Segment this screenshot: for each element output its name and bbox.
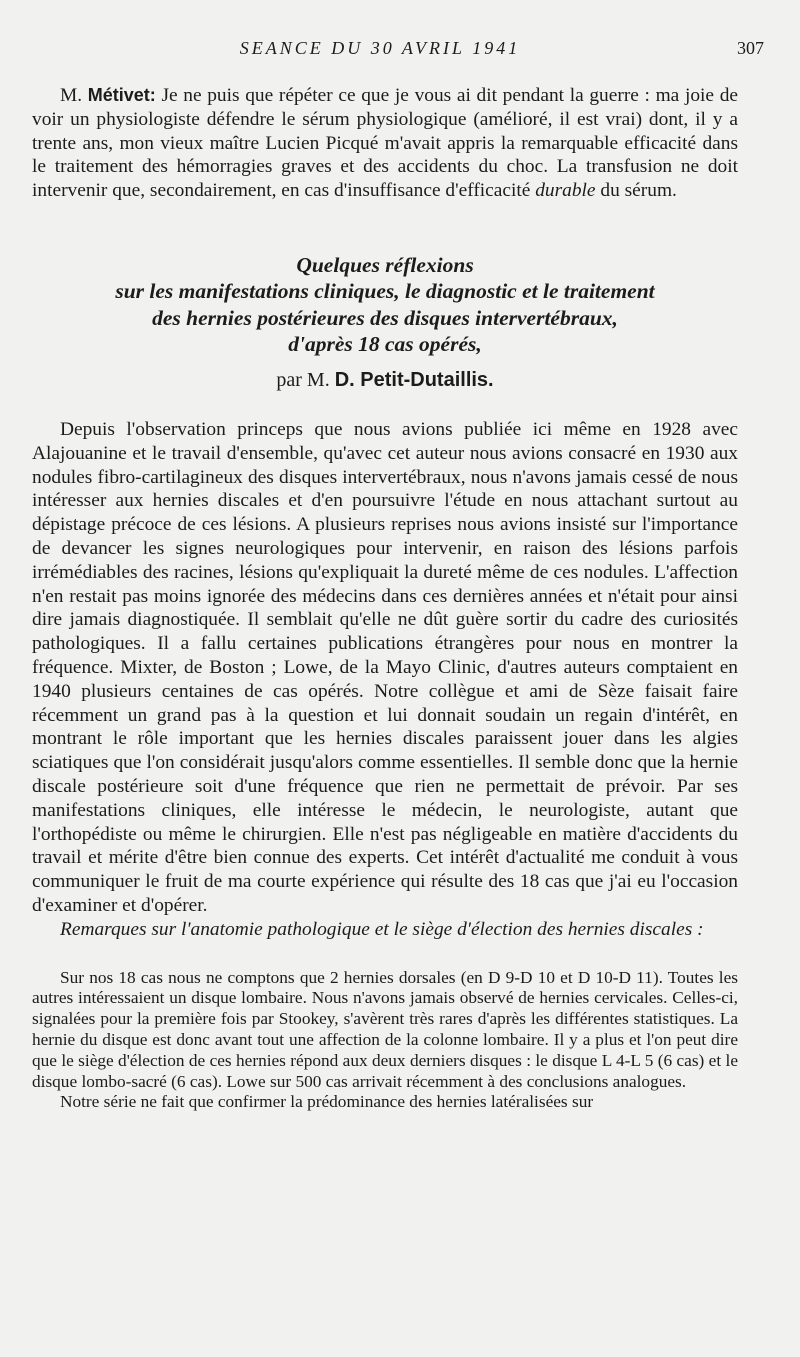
running-title: SEANCE DU 30 AVRIL 1941 (239, 38, 521, 58)
speaker-name: Métivet: (87, 85, 156, 105)
comment-text: Je ne puis que répéter ce que je vous ai dit pendant la guerre : ma joie de voir un physiologiste défendre le sérum physiologique (amélioré, il est vrai) dont, il y a trente ans, mon vieux maître Lucien Picqué m'avait appris la remarquable efficacité dans le traitement des hémorragies graves et des accidents du choc. La transfusion ne doit intervenir que, secondairement, en cas d'insuffisance d'efficacité (32, 85, 738, 202)
article-title-line: sur les manifestations cliniques, le diagnostic et le traitement (115, 279, 655, 304)
article-title-line: Quelques réflexions (296, 252, 474, 277)
page-number: 307 (737, 38, 764, 58)
intro-paragraph: Depuis l'observation princeps que nous avions publiée ici même en 1928 avec Alajouanine et le travail d'ensemble, qu'avec cet auteur nous avions consacré en 1930 aux nodules fibro-cartilagineux des disques intervertébraux, nous n'avons jamais cessé de nous intéresser aux hernies discales et d'en poursuivre l'étude en nous attachant surtout au dépistage précoce de ces lésions. A plusieurs reprises nous avions insisté sur l'importance de devancer les signes neurologiques pour intervenir, en raison des lésions parfois irrémédiables des racines, lésions qu'expliquait la dureté même de ces nodules. L'affection n'en restait pas moins ignorée des médecins dans ces dernières années et n'était pour ainsi dire jamais diagnostiquée. Il semblait qu'elle ne dût guère sortir du cadre des curiosités pathologiques. Il a fallu certaines publications étrangères pour nous en montrer la fréquence. Mixter, de Boston ; Lowe, de la Mayo Clinic, d'autres auteurs comptaient en 1940 plusieurs centaines de cas opérés. Notre collègue et ami de Sèze faisait faire récemment un grand pas à la question et lui donnait soudain un regain d'intérêt, en montrant le rôle important que les hernies discales paraissent jouer dans les algies sciatiques que l'on considérait jusqu'alors comme essentielles. Il semble donc que la hernie discale postérieure soit d'une fréquence que rien ne permettait de prévoir. Par ses manifestations cliniques, elle intéresse le médecin, le neurologiste, autant que l'orthopédiste ou même le chirurgien. Elle n'est pas négligeable en matière d'accidents du travail et mérite d'être bien connue des experts. Cet intérêt d'actualité me conduit à vous communiquer le fruit de ma courte expérience qui résulte des 18 cas que j'ai eu l'occasion d'examiner et d'opérer. (32, 418, 738, 916)
article-byline (32, 367, 738, 393)
comment-italic-word: durable (535, 180, 596, 202)
section-paragraph: Sur nos 18 cas nous ne comptons que 2 hernies dorsales (en D 9-D 10 et D 10-D 11). Toutes les autres intéressaient un disque lombaire. Nous n'avons jamais observé de hernies cervicales. Celles-ci, signalées pour la première fois par Stookey, s'avèrent très rares d'après les différentes statistiques. La hernie du disque est donc avant tout une affection de la colonne lombaire. Il y a plus et l'on peut dire que le siège d'élection de ces hernies répond aux deux derniers disques : le disque L 4-L 5 (6 cas) et le disque lombo-sacré (6 cas). Lowe sur 500 cas arrivait récemment à des conclusions analogues. (32, 967, 738, 1091)
article-title-line: d'après 18 cas opérés, (288, 332, 482, 357)
section-heading: Remarques sur l'anatomie pathologique et le siège d'élection des hernies discales : (60, 918, 704, 940)
page-header (0, 38, 800, 68)
comment-text-end: du sérum. (595, 180, 677, 202)
page-content (32, 84, 738, 1113)
article-title-line: des hernies postérieures des disques intervertébraux, (152, 305, 618, 330)
discussion-comment (32, 84, 738, 203)
author-name: D. Petit-Dutaillis. (334, 368, 494, 391)
comment-prefix: M. (60, 85, 83, 106)
article-title (32, 252, 738, 358)
byline-prefix: par M. (276, 368, 330, 391)
continuing-paragraph: Notre série ne fait que confirmer la prédominance des hernies latéralisées sur (60, 1092, 594, 1112)
